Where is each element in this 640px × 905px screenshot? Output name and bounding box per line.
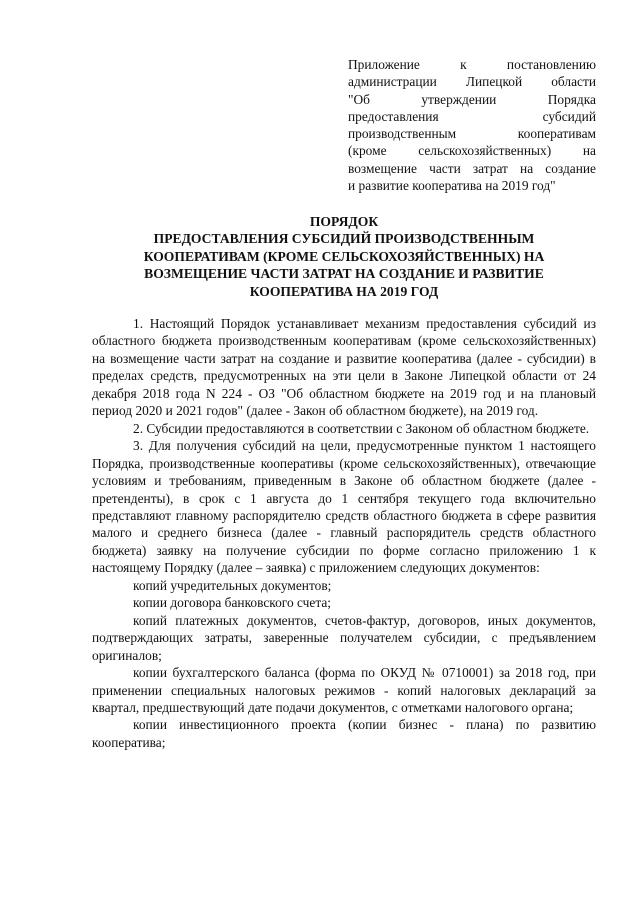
appendix-note bbox=[348, 56, 596, 194]
list-item: копий учредительных документов; bbox=[133, 577, 332, 593]
paragraph-clause-3: 3. Для получения субсидий на цели, предусмотренные пунктом 1 настоящего Порядка, производственные кооперативы (кроме сельскохозяйственных), отвечающие условиям и требованиям, приведенным в Законе об областном бюджете (далее - претенденты), в срок с 1 августа до 1 сентября текущего года включительно представляют главному распорядителю средств областного бюджета в сфере развития малого и среднего бизнеса (далее - главный распорядитель средств областного бюджета) заявку на получение субсидии по форме согласно приложению 1 к настоящему Порядку (далее – заявка) с приложением следующих документов: bbox=[92, 438, 596, 576]
paragraph-clause-1: 1. Настоящий Порядок устанавливает механизм предоставления субсидий из областного бюджета производственным кооперативам (кроме сельскохозяйственных) на возмещение части затрат на создание и развитие кооператива (далее - субсидии) в пределах средств, предусмотренных на эти цели в Законе Липецкой области от 24 декабря 2018 года N 224 - ОЗ "Об областном бюджете на 2019 год и на плановый период 2020 и 2021 годов" (далее - Закон об областном бюджете), на 2019 год. bbox=[92, 316, 596, 419]
appendix-line: предоставления субсидий bbox=[348, 108, 596, 124]
title-line: КООПЕРАТИВА НА 2019 ГОД bbox=[249, 283, 439, 299]
title-line: ВОЗМЕЩЕНИЕ ЧАСТИ ЗАТРАТ НА СОЗДАНИЕ И РАЗВИТИЕ bbox=[144, 266, 544, 282]
appendix-line: производственным кооперативам bbox=[348, 126, 596, 142]
list-item: копий платежных документов, счетов-фактур, договоров, иных документов, подтверждающих затраты, заверенные получателем субсидии, с предъявлением оригиналов; bbox=[92, 612, 596, 663]
appendix-line: и развитие кооператива на 2019 год" bbox=[348, 178, 556, 194]
appendix-line: (кроме сельскохозяйственных) на bbox=[348, 143, 596, 159]
title-line: КООПЕРАТИВАМ (КРОМЕ СЕЛЬСКОХОЗЯЙСТВЕННЫХ) НА bbox=[143, 248, 545, 264]
appendix-line: "Об утверждении Порядка bbox=[348, 91, 596, 107]
list-item: копии бухгалтерского баланса (форма по ОКУД № 0710001) за 2018 год, при применении специальных налоговых режимов - копий налоговых деклараций за квартал, предшествующий дате подачи документов, с отметками налогового органа; bbox=[92, 665, 596, 715]
document-title bbox=[92, 213, 596, 300]
list-item: копии договора банковского счета; bbox=[133, 595, 332, 611]
paragraph-clause-2: 2. Субсидии предоставляются в соответствии с Законом об областном бюджете. bbox=[133, 420, 590, 436]
list-item: копии инвестиционного проекта (копии бизнес - плана) по развитию кооператива; bbox=[92, 717, 596, 750]
document-body bbox=[92, 315, 596, 751]
appendix-line: возмещение части затрат на создание bbox=[348, 160, 596, 176]
title-line: ПРЕДОСТАВЛЕНИЯ СУБСИДИЙ ПРОИЗВОДСТВЕННЫМ bbox=[153, 231, 535, 247]
appendix-line: администрации Липецкой области bbox=[348, 74, 596, 90]
appendix-line: Приложение к постановлению bbox=[348, 57, 596, 72]
title-heading: ПОРЯДОК bbox=[309, 214, 379, 229]
